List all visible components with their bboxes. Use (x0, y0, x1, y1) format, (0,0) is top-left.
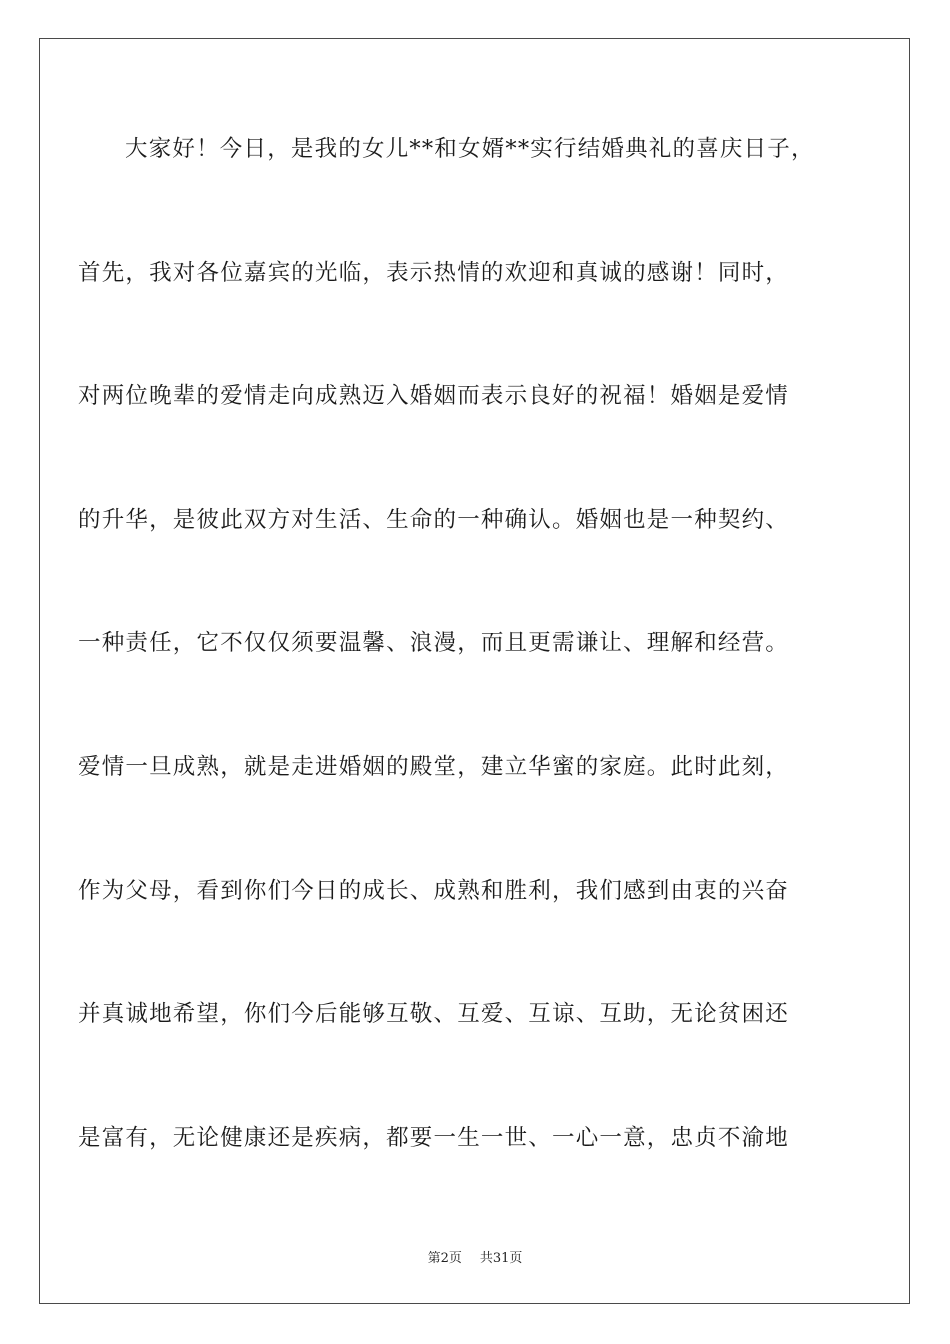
paragraph-line-5: 一种责任，它不仅仅须要温馨、浪漫，而且更需谦让、理解和经营。 (78, 630, 790, 656)
page-footer (0, 1247, 950, 1266)
paragraph-line-8: 并真诚地希望，你们今后能够互敬、互爱、互谅、互助，无论贫困还 (78, 1001, 790, 1027)
page-number: 第2页 (427, 1251, 462, 1266)
page-border (39, 38, 910, 1304)
paragraph-line-1: 大家好！今日，是我的女儿**和女婿**实行结婚典礼的喜庆日子， (125, 136, 815, 162)
paragraph-line-6: 爱情一旦成熟，就是走进婚姻的殿堂，建立华蜜的家庭。此时此刻， (78, 754, 790, 780)
page-total: 共31页 (479, 1251, 523, 1266)
paragraph-line-3: 对两位晚辈的爱情走向成熟迈入婚姻而表示良好的祝福！婚姻是爱情 (78, 383, 790, 409)
paragraph-line-9: 是富有，无论健康还是疾病，都要一生一世、一心一意，忠贞不渝地 (78, 1125, 790, 1151)
paragraph-line-4: 的升华，是彼此双方对生活、生命的一种确认。婚姻也是一种契约、 (78, 507, 790, 533)
paragraph-line-2: 首先，我对各位嘉宾的光临，表示热情的欢迎和真诚的感谢！同时， (78, 260, 790, 286)
paragraph-line-7: 作为父母，看到你们今日的成长、成熟和胜利，我们感到由衷的兴奋 (78, 878, 790, 904)
